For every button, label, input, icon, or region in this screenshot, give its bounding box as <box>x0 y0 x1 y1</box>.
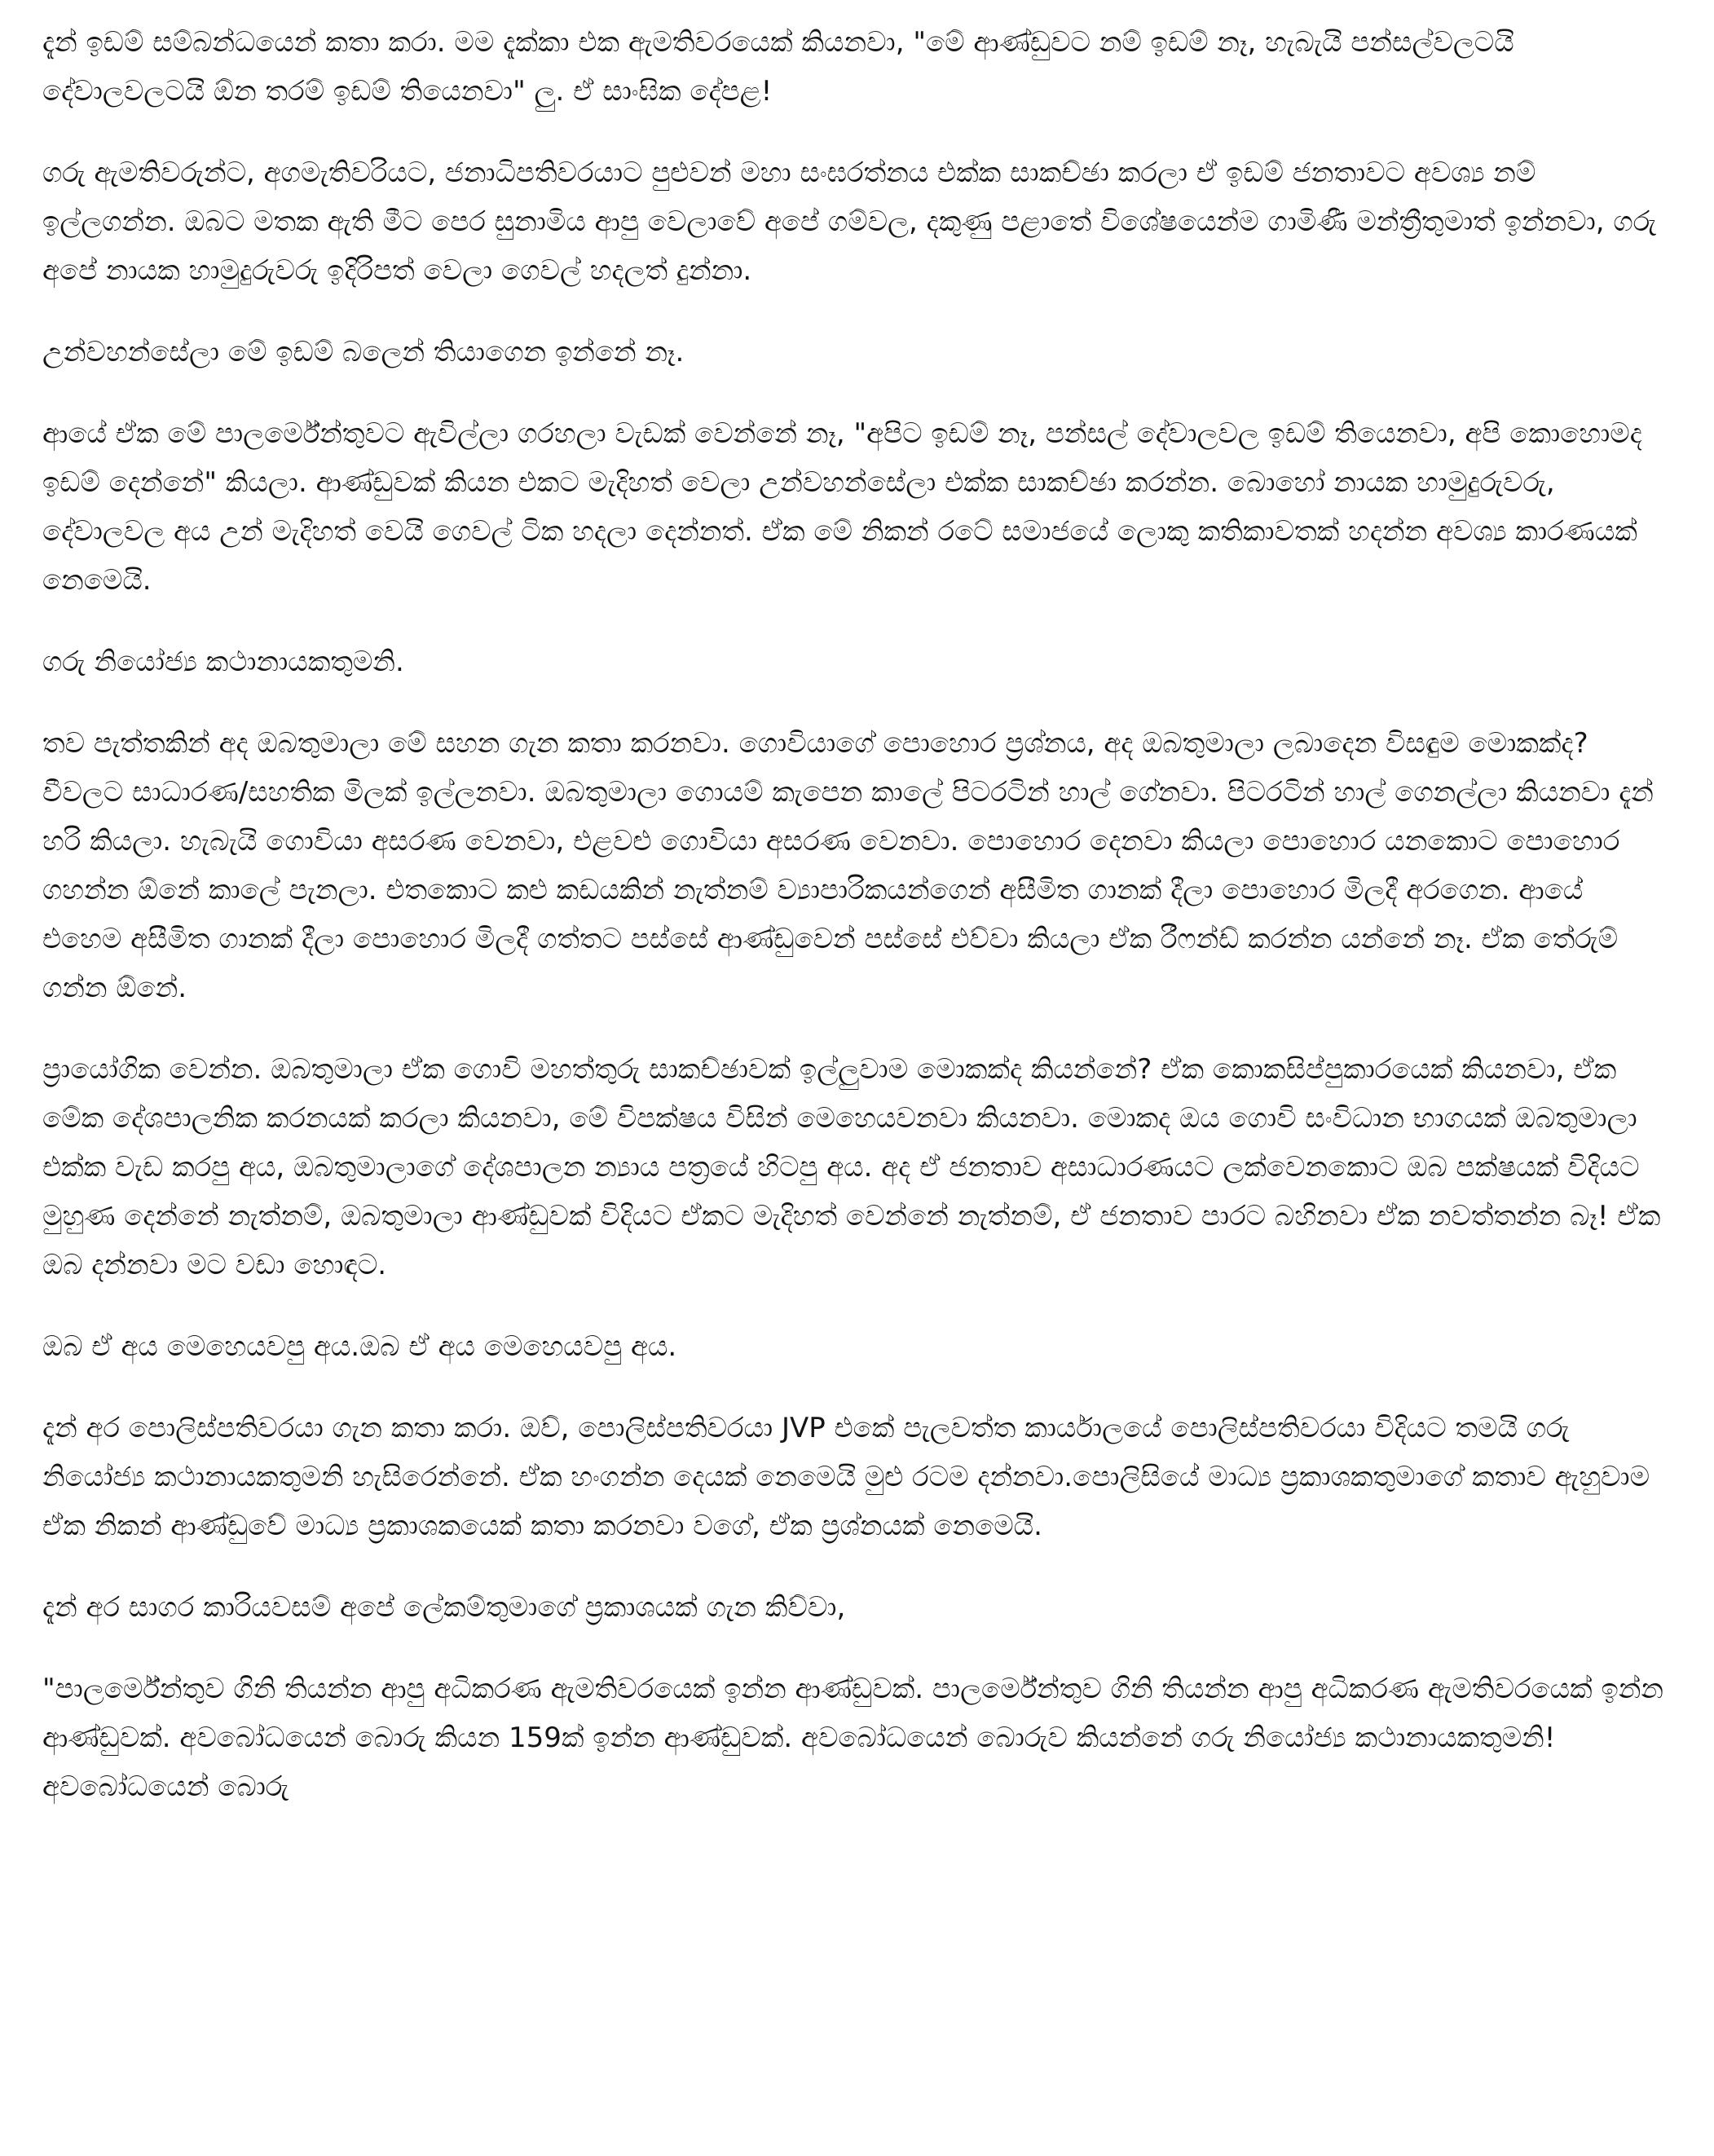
paragraph-parliament-insult: ආයේ ඒක මේ පාලර්මේන්තුවට ඇවිල්ලා ගරහලා වැඩක් වෙන්නේ නෑ, "අපිට ඉඩම් නෑ, පන්සල් දේවාලවල ඉඩම් තියෙනවා, අපි කොහොමද ඉඩම් දෙන්නේ" කියලා. ආණ්ඩුවක් කියන එකට මැදිහත් වෙලා උන්වහන්සේලා එක්ක සාකච්ඡා කරන්න. බොහෝ නායක හාමුදුරුවරු, දේවාලවල අය උන් මැදිහත් වෙයි ගෙවල් ටික හදලා දෙන්නත්. ඒක මේ නිකන් රටේ සමාජයේ ලොකු කතිකාවතක් හදන්න අවශ්‍ය කාරණයක් නෙමෙයි. <box>42 417 1642 597</box>
paragraph-monks-land: උන්වහන්සේලා මේ ඉඩම් බලෙන් තියාගෙන ඉන්නේ නෑ. <box>42 336 685 368</box>
paragraph-be-practical: ප්‍රායෝගික වෙන්න. ඔබතුමාලා ඒක ගොවි මහත්තුරු සාකච්ඡාවක් ඉල්ලුවාම මොකක්ද කියන්නේ? ඒක කොකසිප්පුකාරයෙක් කියනවා, ඒක මේක දේශපාලනික කරනයක් කරලා කියනවා, මේ විපක්ෂය විසින් මෙහෙයවනවා කියනවා. මොකද ඔය ගොවි සංවිධාන භාගයක් ඔබතුමාලා එක්ක වැඩ කරපු අය, ඔබතුමාලාගේ දේශපාලන න්‍යාය පත්‍රයේ හිටපු අය. අද ඒ ජනතාව අසාධාරණයට ලක්වෙනකොට ඔබ පක්ෂයක් විදියට මුහුණ දෙන්නේ නැත්නම්, ඔබතුමාලා ආණ්ඩුවක් විදියට ඒකට මැදිහත් වෙන්නේ නැත්නම්, ඒ ජනතාව පාරට බහිනවා ඒක නවත්තන්න බෑ! ඒක ඔබ දන්නවා මට වඩා හොඳට. <box>42 1053 1661 1281</box>
paragraph-land-temples: දැන් ඉඩම් සම්බන්ධයෙන් කතා කරා. මම දැක්කා එක ඇමතිවරයෙක් කියනවා, "මේ ආණ්ඩුවට නම් ඉඩම් නෑ, හැබැයි පන්සල්වලටයි දේවාලවලටයි ඕන තරම් ඉඩම් තියෙනවා" ලු. ඒ සාංඝික දේපළ! <box>42 26 1514 108</box>
paragraph-address-deputy-speaker: ගරු නියෝජ්‍ය කථානායකතුමනි. <box>42 646 404 678</box>
paragraph-led-by-you: ඔබ ඒ අය මෙහෙයවපු අය.ඔබ ඒ අය මෙහෙයවපු අය. <box>42 1330 677 1363</box>
paragraph-fertilizer-issue: තව පැත්තකින් අද ඔබතුමාලා මේ සහන ගැන කතා කරනවා. ගොවියාගේ පොහොර ප්‍රශ්නය, අද ඔබතුමාලා ලබාදෙන විසඳුම මොකක්ද? වීවලට සාධාරණ/සහතික මිලක් ඉල්ලනවා. ඔබතුමාලා ගොයම් කැපෙන කාලේ පිටරටින් හාල් ගේනවා. පිටරටින් හාල් ගෙනල්ලා කියනවා දැන් හරි කියලා. හැබැයි ගොවියා අසරණ වෙනවා, එළවළු ගොවියා අසරණ වෙනවා. පොහොර දෙනවා කියලා පොහොර යනකොට පොහොර ගහන්න ඕනේ කාලේ පැනලා. එතකොට කළු කඩයකින් නැත්නම් ව්‍යාපාරිකයන්ගෙන් අසීමිත ගානක් දීලා පොහොර මිලදී අරගෙන. ආයේ එහෙම අසීමිත ගානක් දීලා පොහොර මිලදී ගත්තට පස්සේ ආණ්ඩුවෙන් පස්සේ එව්වා කියලා ඒක රීෆන්ඩ් කරන්න යන්නේ නෑ. ඒක තේරුම් ගන්න ඕනේ. <box>42 727 1654 1004</box>
paragraph-police-chief: දැන් අර පොලිස්පතිවරයා ගැන කතා කරා. ඔව්, පොලිස්පතිවරයා JVP එකේ පැලවත්ත කාර්යාලයේ පොලිස්පතිවරයා විදියට තමයි ගරු නියෝජ්‍ය කථානායකතුමනි හැසිරෙන්නේ. ඒක හංගන්න දෙයක් නෙමෙයි මුළු රටම දන්නවා.පොලිසියේ මාධ්‍ය ප්‍රකාශකතුමාගේ කතාව ඇහුවාම ඒක නිකන් ආණ්ඩුවේ මාධ්‍ය ප්‍රකාශකයෙක් කතා කරනවා වගේ, ඒක ප්‍රශ්නයක් නෙමෙයි. <box>42 1412 1650 1542</box>
paragraph-quote: "පාලර්මේන්තුව ගිනි තියන්න ආපු අධිකරණ ඇමතිවරයෙක් ඉන්න ආණ්ඩුවක්. පාලර්මේන්තුව ගිනි තියන්න ආපු අධිකරණ ඇමතිවරයෙක් ඉන්න ආණ්ඩුවක්. අවබෝධයෙන් බොරු කියන 159ක් ඉන්න ආණ්ඩුවක්. අවබෝධයෙන් බොරුව කියන්නේ ගරු නියෝජ්‍ය කථානායකතුමනි! අවබෝධයෙන් බොරු <box>42 1673 1663 1803</box>
paragraph-secretary-statement: දැන් අර සාගර කාරියවසම් අපේ ලේකම්තුමාගේ ප්‍රකාශයක් ගැන කිව්වා, <box>42 1591 846 1624</box>
paragraph-consult-sangha: ගරු ඇමතිවරුන්ට, අගමැතිවරියට, ජනාධිපතිවරයාට පුළුවන් මහා සංඝරත්නය එක්ක සාකච්ඡා කරලා ඒ ඉඩම් ජනතාවට අවශ්‍ය නම් ඉල්ලගන්න. ඔබට මතක ඇති මීට පෙර සුනාමිය ආපු වෙලාවේ අපේ ගම්වල, දකුණු පළාතේ විශේෂයෙන්ම ගාමිණී මන්ත්‍රීතුමාත් ඉන්නවා, ගරු අපේ නායක හාමුදුරුවරු ඉදිරිපත් වෙලා ගෙවල් හදලත් දුන්නා. <box>42 157 1657 287</box>
document-page <box>42 18 1668 1811</box>
